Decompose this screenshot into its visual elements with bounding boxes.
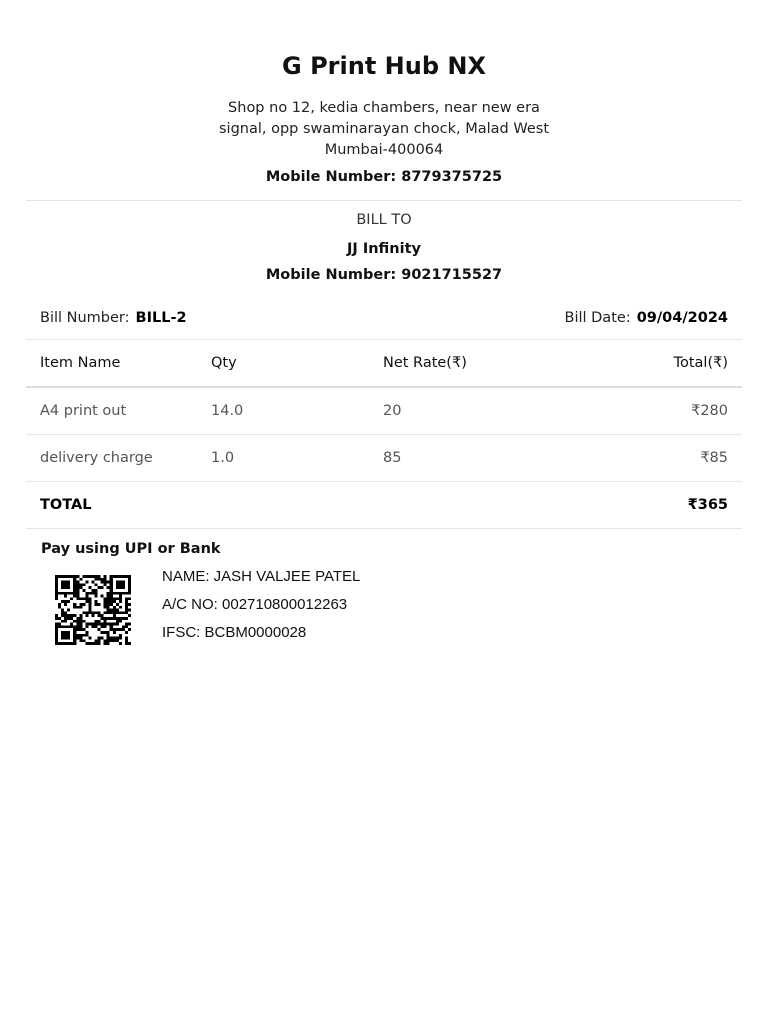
col-qty: Qty [197, 340, 369, 388]
table-row [26, 435, 742, 482]
address-line: Shop no 12, kedia chambers, near new era [228, 100, 540, 116]
shop-header [0, 0, 768, 188]
bill-to-mobile: Mobile Number: 9021715527 [265, 267, 503, 283]
total-row [26, 482, 742, 529]
total-label: TOTAL [26, 482, 197, 529]
total-spacer [197, 482, 369, 529]
bill-number-label: Bill Number: [40, 310, 130, 326]
bill-number-value: BILL-2 [135, 310, 187, 326]
item-qty: 1.0 [197, 435, 369, 482]
bill-date [565, 310, 729, 326]
col-total: Total(₹) [597, 340, 742, 388]
address-line: Mumbai-400064 [324, 142, 444, 158]
account-name: NAME: JASH VALJEE PATEL [162, 568, 361, 585]
items-table [26, 339, 742, 529]
total-value: ₹365 [597, 482, 742, 529]
account-number: A/C NO: 002710800012263 [162, 596, 348, 613]
shop-mobile: Mobile Number: 8779375725 [265, 169, 503, 185]
bill-date-label: Bill Date: [564, 310, 631, 326]
item-rate: 85 [369, 435, 597, 482]
ifsc-code: IFSC: BCBM0000028 [162, 624, 307, 641]
bank-details [162, 563, 360, 647]
address-line: signal, opp swaminarayan chock, Malad West [218, 121, 550, 137]
payment-title: Pay using UPI or Bank [41, 541, 221, 557]
item-qty: 14.0 [197, 387, 369, 435]
shop-address [204, 98, 564, 161]
total-spacer [369, 482, 597, 529]
bill-to-label: BILL TO [356, 212, 412, 228]
bill-to-section [0, 209, 768, 286]
item-name: A4 print out [26, 387, 197, 435]
item-name: delivery charge [26, 435, 197, 482]
item-total: ₹85 [597, 435, 742, 482]
bill-date-value: 09/04/2024 [636, 310, 728, 326]
payment-section [41, 538, 221, 560]
bill-number [40, 310, 187, 326]
bill-meta [40, 303, 728, 333]
qr-code-icon[interactable] [55, 575, 131, 645]
bill-to-name: JJ Infinity [347, 241, 421, 257]
shop-name: G Print Hub NX [282, 52, 486, 80]
item-total: ₹280 [597, 387, 742, 435]
divider [26, 200, 742, 201]
col-net-rate: Net Rate(₹) [369, 340, 597, 388]
col-item-name: Item Name [26, 340, 197, 388]
table-row [26, 387, 742, 435]
item-rate: 20 [369, 387, 597, 435]
table-header-row [26, 340, 742, 388]
